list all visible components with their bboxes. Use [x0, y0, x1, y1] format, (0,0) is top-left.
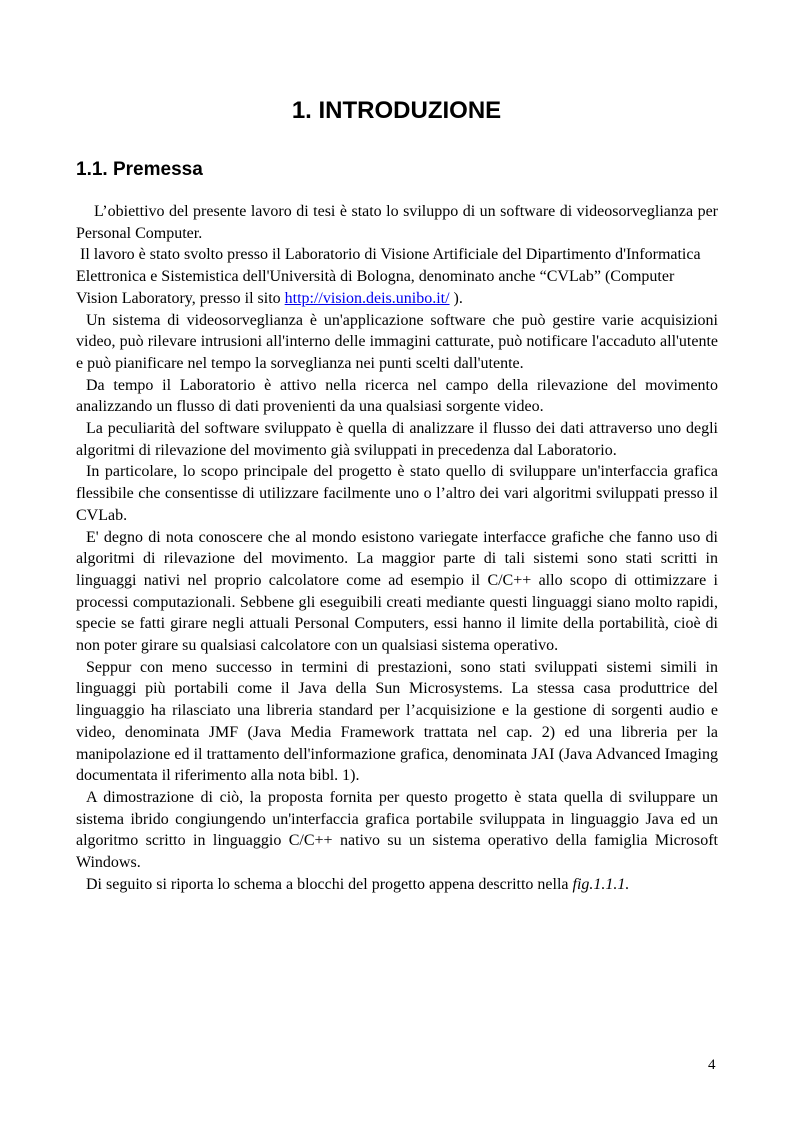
paragraph	[76, 874, 718, 896]
paragraph	[76, 310, 718, 375]
paragraph-text: Da tempo il Laboratorio è attivo nella ricerca nel campo della rilevazione del movimento analizzando un flusso di dati provenienti da una qualsiasi sorgente video.	[76, 376, 718, 416]
paragraph	[76, 461, 718, 526]
cvlab-site-link[interactable]: http://vision.deis.unibo.it/	[284, 289, 450, 307]
paragraph	[76, 375, 718, 418]
figure-reference: fig.1.1.1.	[572, 875, 630, 893]
body-text	[76, 201, 718, 896]
paragraph	[76, 787, 718, 874]
paragraph	[76, 201, 718, 244]
paragraph	[76, 418, 718, 461]
paragraph	[76, 657, 718, 787]
paragraph-text: Seppur con meno successo in termini di prestazioni, sono stati sviluppati sistemi simili in linguaggi più portabili come il Java della Sun Microsystems. La stessa casa produttrice del linguaggio ha rilasciato una libreria standard per l’acquisizione e la gestione di sorgenti audio e video, denominata JMF (Java Media Framework trattata nel cap. 2) ed una libreria per la manipolazione ed il trattamento dell'informazione grafica, denominata JAI (Java Advanced Imaging documentata il riferimento alla nota bibl. 1).	[76, 658, 718, 785]
chapter-title: 1. INTRODUZIONE	[291, 97, 502, 124]
paragraph-text: L’obiettivo del presente lavoro di tesi è stato lo sviluppo di un software di videosorveglianza per Personal Computer.	[76, 203, 718, 242]
paragraph	[76, 527, 718, 657]
paragraph-text: Un sistema di videosorveglianza è un'applicazione software che può gestire varie acquisizioni video, può rilevare intrusioni all'interno delle immagini catturate, può notificare l'accaduto all'utente e può pianificare nel tempo la sorveglianza nei punti scelti dall'utente.	[76, 311, 718, 372]
paragraph-text: ).	[449, 289, 463, 307]
paragraph-text: A dimostrazione di ciò, la proposta fornita per questo progetto è stata quella di sviluppare un sistema ibrido congiungendo un'interfaccia grafica portabile sviluppata in linguaggio Java ed un algoritmo scritto in linguaggio C/C++ nativo su un sistema operativo della famiglia Microsoft Windows.	[76, 788, 718, 872]
paragraph-text: E' degno di nota conoscere che al mondo esistono variegate interfacce grafiche che fanno uso di algoritmi di rilevazione del movimento. La maggior parte di tali sistemi sono stati scritti in linguaggi nativi nel proprio calcolatore come ad esempio il C/C++ allo scopo di ottimizzare i processi computazionali. Sebbene gli eseguibili creati mediante questi linguaggi siano molto rapidi, specie se fatti girare negli attuali Personal Computers, essi hanno il limite della portabilità, cioè di non poter girare su qualsiasi calcolatore con un qualsiasi sistema operativo.	[76, 528, 718, 655]
section-title: 1.1. Premessa	[76, 159, 203, 180]
page-number: 4	[708, 1057, 716, 1073]
paragraph-text: La peculiarità del software sviluppato è quella di analizzare il flusso dei dati attraverso uno degli algoritmi di rilevazione del movimento già sviluppati in precedenza dal Laboratorio.	[76, 420, 718, 459]
paragraph-text: Di seguito si riporta lo schema a blocchi del progetto appena descritto nella	[86, 875, 573, 893]
paragraph-text: In particolare, lo scopo principale del progetto è stato quello di sviluppare un'interfaccia grafica flessibile che consentisse di utilizzare facilmente uno o l’altro dei vari algoritmi sviluppati presso il CVLab.	[76, 463, 718, 524]
paragraph	[76, 244, 718, 309]
paragraph-text: Il lavoro è stato svolto presso il Laboratorio di Visione Artificiale del Dipartimento d'Informatica Elettronica e Sistemistica dell'Università di Bologna, denominato anche “CVLab” (Computer Vision Laboratory, presso il sito	[76, 246, 701, 307]
